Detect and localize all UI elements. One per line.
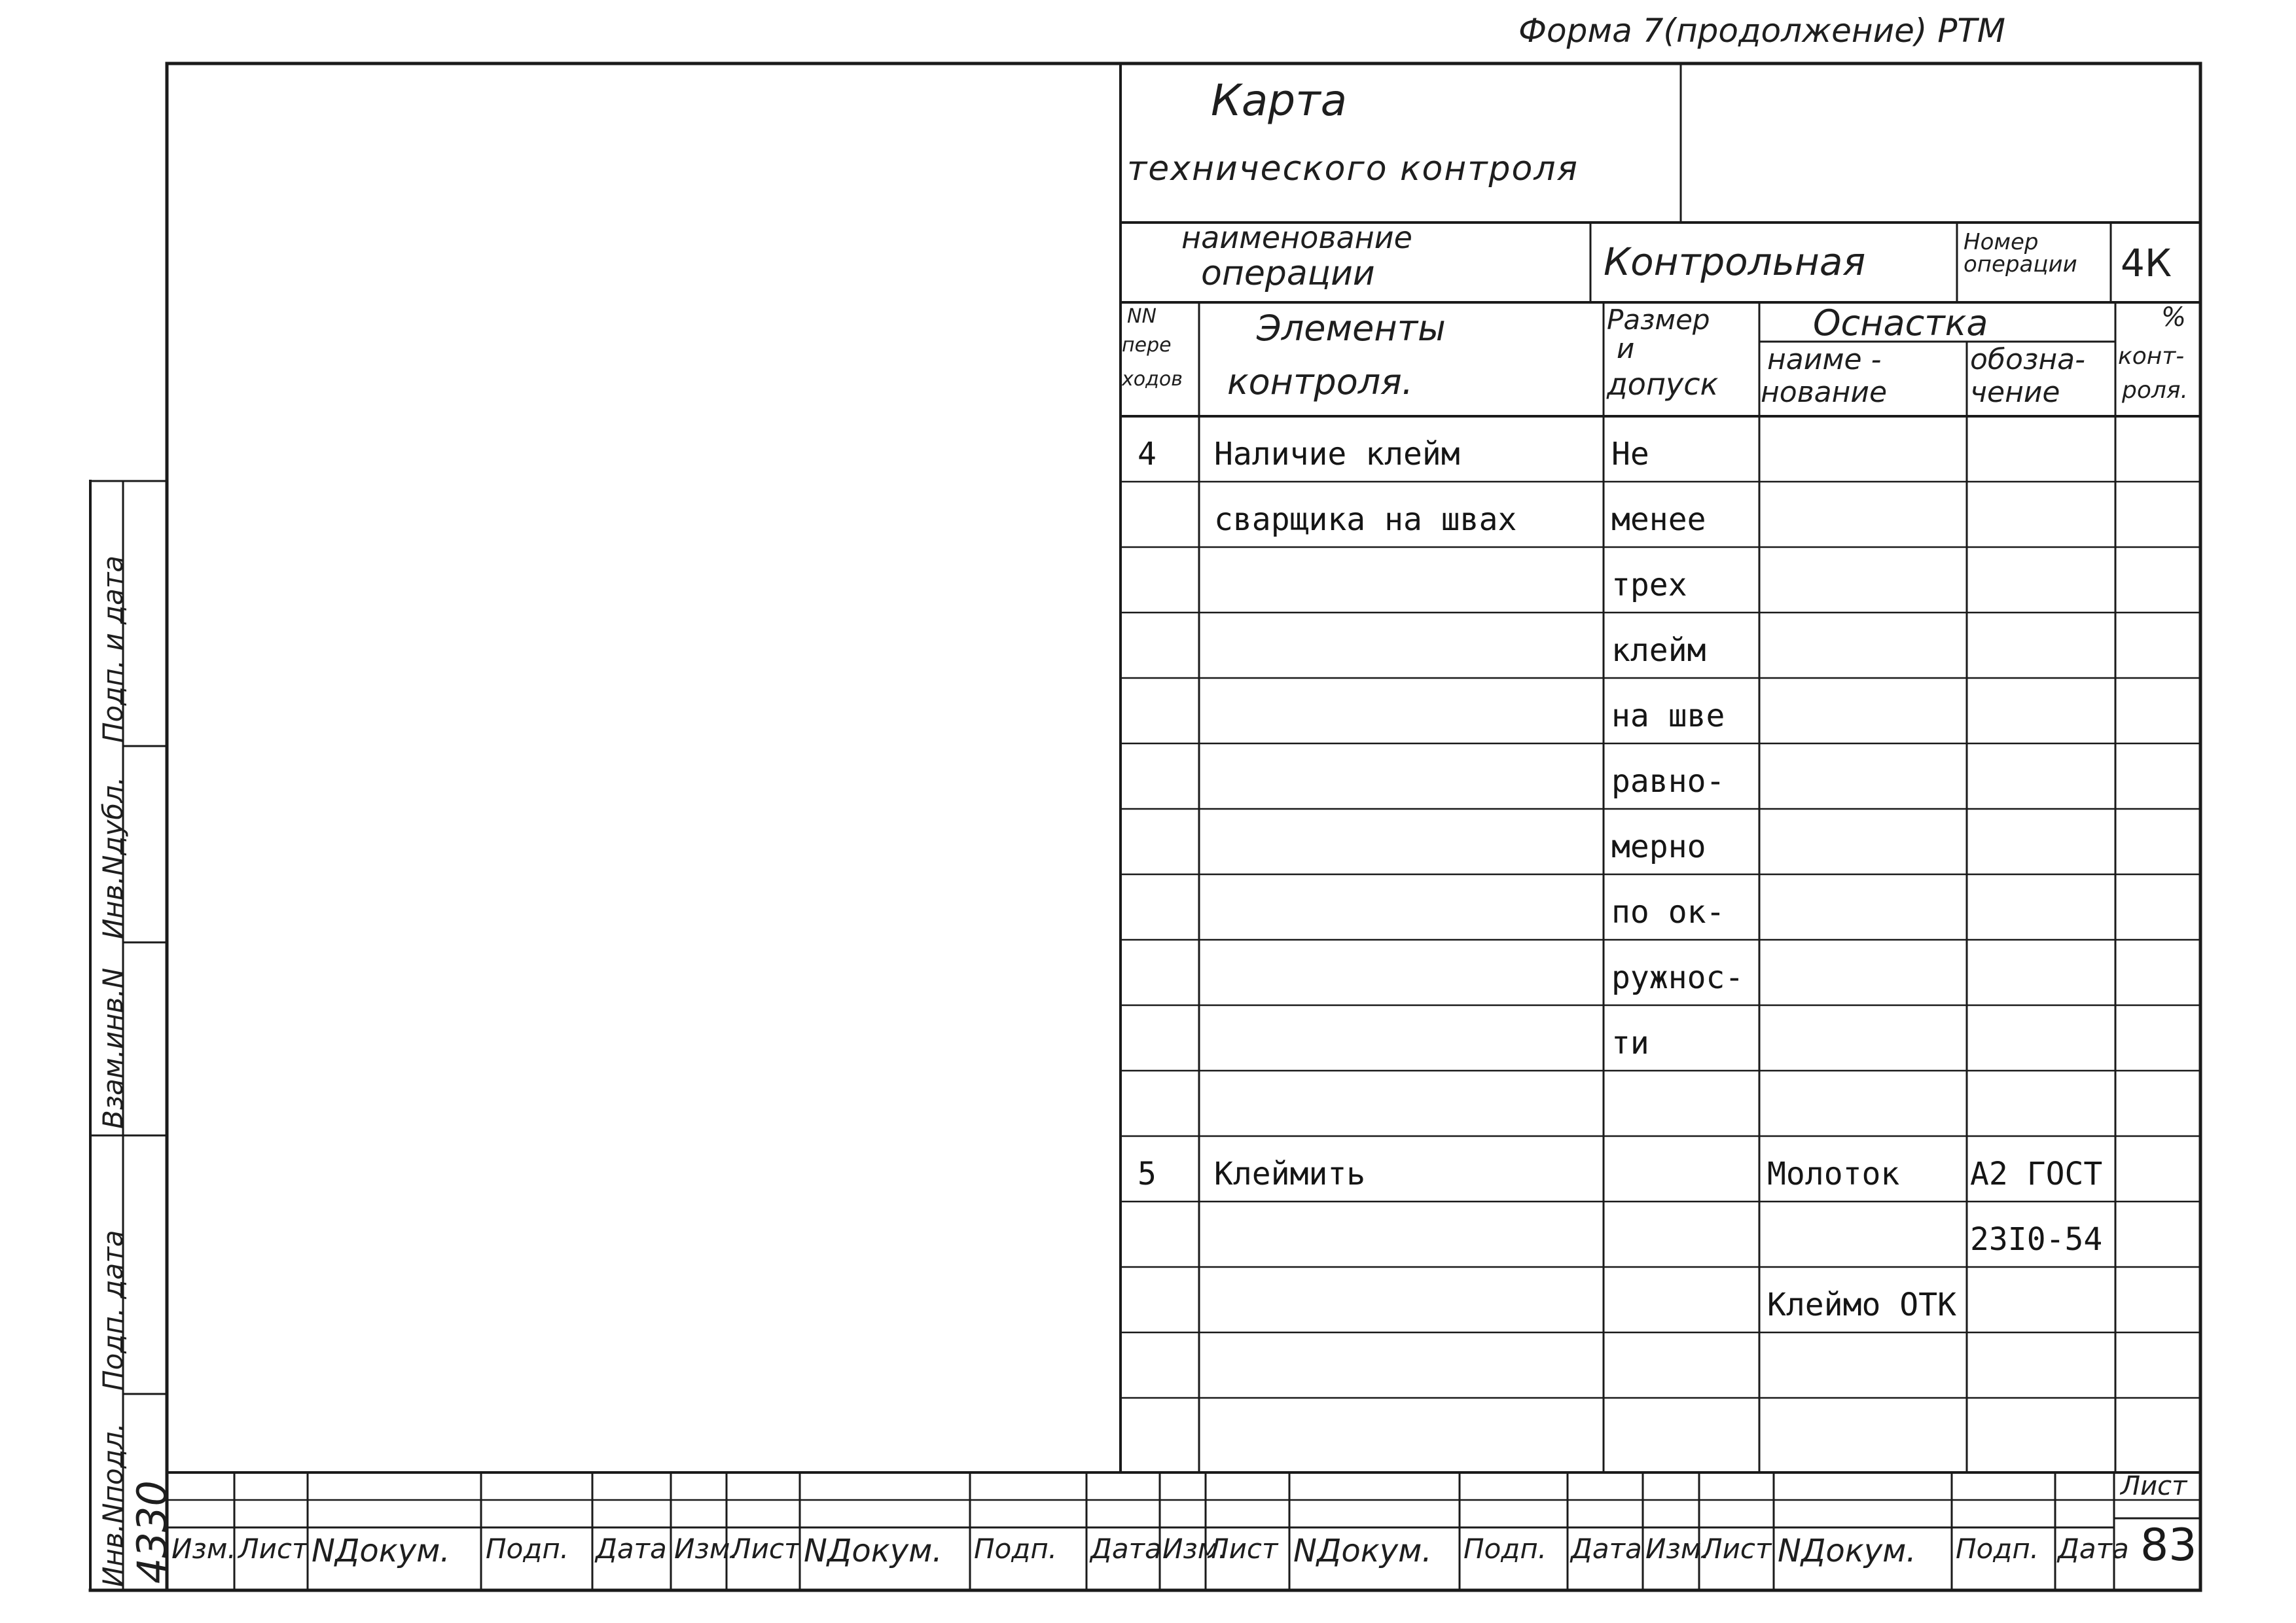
col-size-1: Размер: [1607, 304, 1710, 336]
col-transition-no-2: пере: [1122, 334, 1172, 357]
row-size: мерно: [1611, 829, 1706, 865]
row-size: по ок-: [1611, 894, 1725, 931]
footer-label: Лист: [730, 1533, 800, 1565]
footer-label: Дата: [1571, 1533, 1642, 1565]
footer-label: Дата: [1090, 1533, 1162, 1565]
col-percent-3: роля.: [2122, 377, 2188, 404]
col-tool-name-1: наиме -: [1767, 343, 1882, 376]
side-label-replaced-inv: Взам.инв.N: [97, 967, 129, 1129]
page-number: 83: [2140, 1520, 2197, 1571]
footer-label: Лист: [1702, 1533, 1772, 1565]
footer-label: NДокум.: [1778, 1533, 1916, 1569]
col-transition-no-3: ходов: [1122, 368, 1183, 391]
row-size: ти: [1611, 1025, 1649, 1061]
row-tool-name: Молоток: [1767, 1156, 1900, 1192]
side-label-sign-date-2: Подп. и дата: [97, 555, 129, 743]
row-tool-name: Клеймо ОТК: [1767, 1287, 1956, 1323]
card-title-line2: технического контроля: [1127, 149, 1579, 188]
footer-sheet-label: Лист: [2121, 1471, 2187, 1501]
side-label-inv-original: Инв.Nподл.: [97, 1423, 129, 1587]
row-element: Клеймить: [1214, 1156, 1366, 1192]
col-size-2: и: [1617, 332, 1635, 365]
row-element: Наличие клейм: [1214, 436, 1460, 473]
row-size: на шве: [1611, 698, 1725, 734]
row-size: равно-: [1611, 763, 1725, 800]
footer-label: Дата: [2058, 1533, 2129, 1565]
row-number: 5: [1138, 1156, 1157, 1192]
col-elements-2: контроля.: [1227, 361, 1413, 402]
operation-number-value: 4К: [2121, 241, 2172, 285]
row-element: сварщика на швах: [1214, 501, 1517, 538]
operation-number-label-1: Номер: [1964, 229, 2039, 255]
col-percent-2: конт-: [2118, 343, 2185, 370]
footer-label: Изм.: [1162, 1533, 1227, 1565]
footer-label: Подп.: [1956, 1533, 2039, 1565]
footer-label: Подп.: [1463, 1533, 1547, 1565]
row-size: Не: [1611, 436, 1649, 473]
col-tooling: Оснастка: [1813, 302, 1988, 344]
row-size: клейм: [1611, 632, 1706, 669]
footer-label: Подп.: [486, 1533, 569, 1565]
row-number: 4: [1138, 436, 1157, 473]
side-label-inv-duplicate: Инв.Nдубл.: [97, 776, 129, 939]
col-tool-code-2: чение: [1970, 376, 2060, 409]
footer-label: Изм.: [1645, 1533, 1710, 1565]
row-size: трех: [1611, 567, 1687, 603]
card-title-line1: Карта: [1211, 75, 1348, 126]
footer-label: Лист: [238, 1533, 308, 1565]
col-percent-1: %: [2161, 302, 2187, 332]
col-elements-1: Элементы: [1257, 308, 1446, 349]
col-transition-no-1: NN: [1127, 305, 1157, 328]
col-tool-name-2: нование: [1761, 376, 1888, 409]
operation-name-label-1: наименование: [1181, 220, 1412, 255]
operation-name-label-2: операции: [1201, 254, 1375, 293]
row-size: ружнос-: [1611, 959, 1744, 996]
col-tool-code-1: обозна-: [1970, 343, 2085, 376]
row-tool-code: 23I0-54: [1970, 1221, 2103, 1258]
side-label-sign-date-1: Подп. дата: [97, 1230, 129, 1391]
form-header: Форма 7(продолжение) РТМ: [1518, 12, 2006, 50]
footer-label: NДокум.: [312, 1533, 450, 1569]
row-size: менее: [1611, 501, 1706, 538]
row-tool-code: А2 ГОСТ: [1970, 1156, 2103, 1192]
footer-label: NДокум.: [804, 1533, 942, 1569]
footer-label: Изм.: [171, 1533, 236, 1565]
footer-label: Дата: [596, 1533, 667, 1565]
footer-label: NДокум.: [1293, 1533, 1432, 1569]
operation-number-label-2: операции: [1964, 251, 2077, 277]
footer-label: Лист: [1208, 1533, 1278, 1565]
footer-label: Изм.: [674, 1533, 739, 1565]
col-size-3: допуск: [1607, 366, 1719, 402]
side-inventory-number: 4330: [128, 1480, 176, 1584]
footer-label: Подп.: [974, 1533, 1058, 1565]
operation-name-value: Контрольная: [1604, 240, 1866, 284]
